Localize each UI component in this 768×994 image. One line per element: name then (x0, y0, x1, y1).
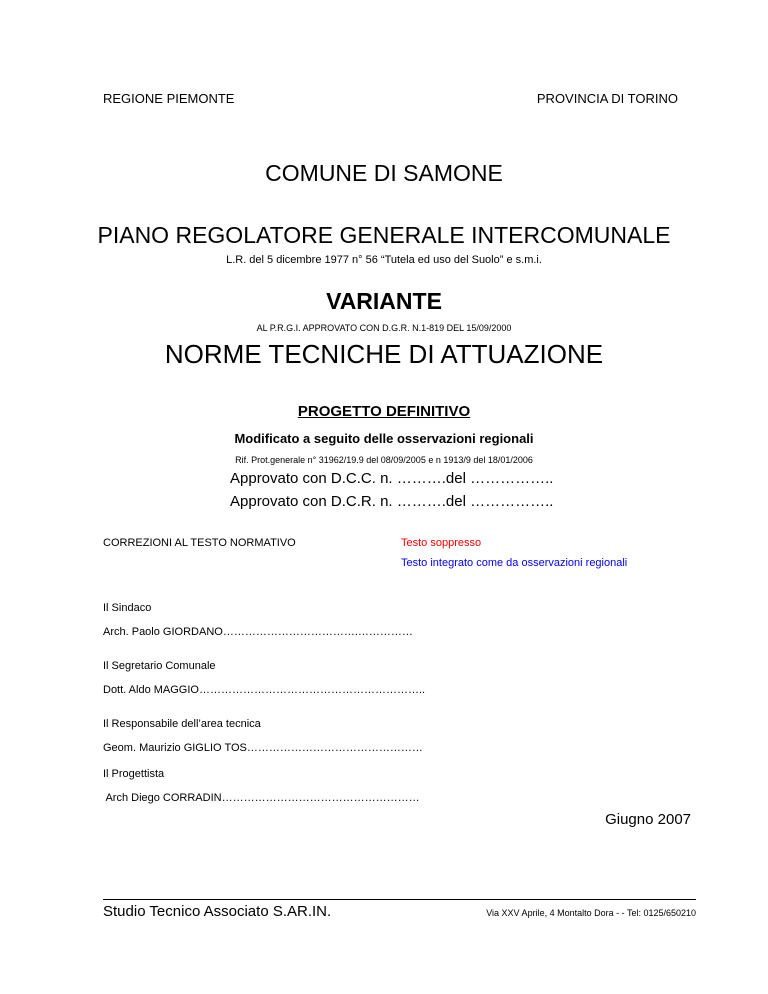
signatory-name: Geom. Maurizio GIGLIO TOS………………………………………… (103, 742, 423, 754)
region-label: REGIONE PIEMONTE (103, 91, 235, 106)
law-reference: L.R. del 5 dicembre 1977 n° 56 “Tutela ed uso del Suolo” e s.m.i. (226, 254, 542, 266)
footer-divider (103, 899, 696, 900)
deleted-text-legend: Testo soppresso (401, 537, 482, 549)
signatory-name: Arch Diego CORRADIN……………………………………………… (103, 792, 420, 804)
modified-note: Modificato a seguito delle osservazioni regionali (234, 431, 534, 446)
project-stage: PROGETTO DEFINITIVO (297, 403, 471, 420)
signatory-name: Arch. Paolo GIORDANO……………………………….…………… (103, 626, 413, 638)
signatory-role: Il Sindaco (103, 602, 152, 614)
comune-title: COMUNE DI SAMONE (265, 160, 503, 186)
studio-address: Via XXV Aprile, 4 Montalto Dora - - Tel: 0125/650210 (486, 908, 696, 918)
signatory-role: Il Responsabile dell’area tecnica (103, 718, 261, 730)
plan-title: PIANO REGOLATORE GENERALE INTERCOMUNALE (97, 222, 671, 248)
signatory-role: Il Progettista (103, 768, 165, 780)
variant-title: VARIANTE (326, 288, 442, 314)
studio-name: Studio Tecnico Associato S.AR.IN. (103, 903, 332, 920)
signatory-role: Il Segretario Comunale (103, 660, 216, 672)
approval-dcc: Approvato con D.C.C. n. ……….del …………….. (230, 470, 554, 487)
corrections-label: CORREZIONI AL TESTO NORMATIVO (103, 537, 296, 549)
approval-reference: AL P.R.G.I. APPROVATO CON D.G.R. N.1-819 DEL 15/09/2000 (256, 323, 512, 333)
approval-dcr: Approvato con D.C.R. n. ……….del …………….. (230, 493, 554, 510)
integrated-text-legend: Testo integrato come da osservazioni regionali (401, 557, 628, 569)
signatory-name: Dott. Aldo MAGGIO…………………………………………………….. (103, 684, 426, 696)
protocol-reference: Rif. Prot.generale n° 31962/19.9 del 08/09/2005 e n 1913/9 del 18/01/2006 (235, 455, 533, 465)
province-label: PROVINCIA DI TORINO (536, 91, 678, 106)
document-date: Giugno 2007 (605, 811, 691, 828)
document-title: NORME TECNICHE DI ATTUAZIONE (164, 339, 604, 369)
